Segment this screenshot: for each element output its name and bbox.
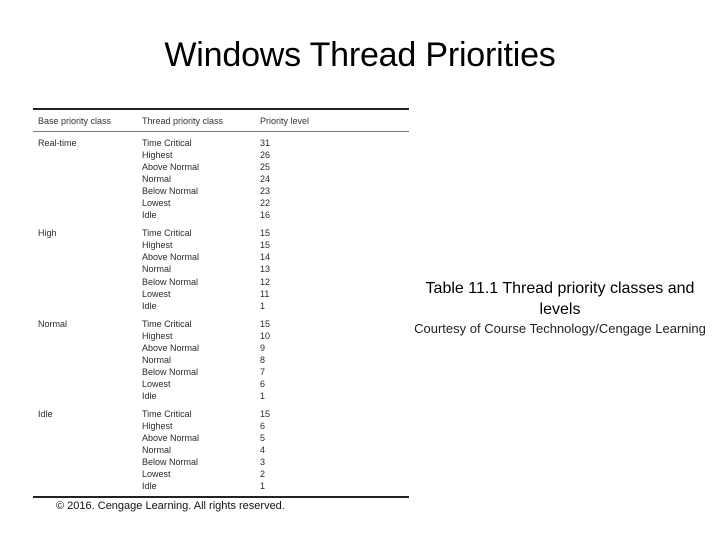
table-header-row (33, 110, 409, 131)
priority-level-cell: 24 (260, 174, 271, 185)
priority-level-cell: 6 (260, 421, 266, 432)
priority-level-cell: 12 (260, 276, 271, 287)
table-row (33, 468, 409, 480)
priority-level-cell: 4 (260, 445, 266, 456)
thread-priority-class-cell: Highest (142, 421, 173, 432)
header-base-priority-class: Base priority class (38, 115, 112, 126)
table-row (33, 227, 409, 239)
thread-priority-class-cell: Idle (142, 390, 157, 401)
base-priority-class-cell (33, 263, 142, 275)
thread-priority-class-cell: Below Normal (142, 457, 199, 468)
priority-level-cell: 1 (260, 300, 266, 311)
thread-priority-class-cell: Time Critical (142, 318, 192, 329)
priority-level-cell: 15 (260, 240, 271, 251)
priority-level-cell: 26 (260, 150, 271, 161)
base-priority-class-cell (33, 149, 142, 161)
priority-level-cell: 15 (260, 408, 271, 419)
priority-level-cell: 13 (260, 264, 271, 275)
table-row (33, 444, 409, 456)
table-row (33, 197, 409, 209)
table-row (33, 300, 409, 312)
table-row (33, 161, 409, 173)
base-priority-class-cell: High (38, 228, 57, 239)
thread-priority-class-cell: Highest (142, 240, 173, 251)
table-caption: Table 11.1 Thread priority classes and levels (425, 280, 695, 318)
table-row (33, 251, 409, 263)
base-priority-class-cell: Normal (38, 318, 68, 329)
header-thread-priority-class: Thread priority class (142, 115, 224, 126)
base-priority-class-cell (33, 276, 142, 288)
thread-priority-class-cell: Normal (142, 174, 172, 185)
base-priority-class-cell (33, 239, 142, 251)
priority-level-cell: 15 (260, 228, 271, 239)
base-priority-class-cell (33, 378, 142, 390)
table-row (33, 276, 409, 288)
base-priority-class-cell (33, 342, 142, 354)
slide-title: Windows Thread Priorities (164, 36, 556, 74)
base-priority-class-cell (33, 288, 142, 300)
thread-priority-class-cell: Lowest (142, 469, 171, 480)
thread-priority-class-cell: Normal (142, 264, 172, 275)
table-row (33, 456, 409, 468)
base-priority-class-cell (33, 173, 142, 185)
thread-priority-class-cell: Lowest (142, 198, 171, 209)
priority-level-cell: 10 (260, 330, 271, 341)
priority-level-cell: 15 (260, 318, 271, 329)
table-row (33, 366, 409, 378)
thread-priority-class-cell: Above Normal (142, 433, 200, 444)
table-row (33, 420, 409, 432)
header-priority-level: Priority level (260, 115, 310, 126)
base-priority-class-cell (33, 420, 142, 432)
table-row (33, 137, 409, 149)
thread-priority-class-cell: Normal (142, 445, 172, 456)
thread-priority-class-cell: Lowest (142, 288, 171, 299)
thread-priority-class-cell: Below Normal (142, 186, 199, 197)
table-row (33, 209, 409, 221)
courtesy-note: Courtesy of Course Technology/Cengage Learning (414, 321, 706, 336)
priority-level-cell: 16 (260, 210, 271, 221)
thread-priority-class-cell: Highest (142, 330, 173, 341)
priority-table (33, 108, 409, 498)
priority-level-cell: 5 (260, 433, 266, 444)
priority-level-cell: 11 (260, 288, 270, 299)
table-row (33, 354, 409, 366)
table-row (33, 149, 409, 161)
priority-level-cell: 7 (260, 366, 266, 377)
thread-priority-class-cell: Idle (142, 481, 157, 492)
priority-level-cell: 22 (260, 198, 271, 209)
thread-priority-class-cell: Idle (142, 300, 157, 311)
table-row (33, 480, 409, 492)
base-priority-class-cell (33, 197, 142, 209)
table-row (33, 318, 409, 330)
thread-priority-class-cell: Above Normal (142, 162, 200, 173)
priority-level-cell: 25 (260, 162, 271, 173)
table-row (33, 390, 409, 402)
table-row (33, 432, 409, 444)
base-priority-class-cell (33, 468, 142, 480)
thread-priority-class-cell: Above Normal (142, 252, 200, 263)
base-priority-class-cell (33, 251, 142, 263)
base-priority-class-cell (33, 185, 142, 197)
table-bottom-rule (33, 496, 409, 498)
thread-priority-class-cell: Below Normal (142, 276, 199, 287)
priority-level-cell: 31 (260, 138, 271, 148)
priority-level-cell: 9 (260, 342, 266, 353)
table-row (33, 288, 409, 300)
base-priority-class-cell (33, 366, 142, 378)
base-priority-class-cell (33, 456, 142, 468)
thread-priority-class-cell: Lowest (142, 378, 171, 389)
base-priority-class-cell (33, 480, 142, 492)
thread-priority-class-cell: Time Critical (142, 408, 192, 419)
thread-priority-class-cell: Time Critical (142, 228, 192, 239)
base-priority-class-cell: Real-time (38, 138, 77, 148)
base-priority-class-cell (33, 300, 142, 312)
thread-priority-class-cell: Normal (142, 354, 172, 365)
base-priority-class-cell (33, 432, 142, 444)
copyright-notice: © 2016. Cengage Learning. All rights reserved. (56, 500, 285, 512)
base-priority-class-cell (33, 330, 142, 342)
priority-level-cell: 6 (260, 378, 266, 389)
thread-priority-class-cell: Above Normal (142, 342, 200, 353)
table-row (33, 408, 409, 420)
priority-level-cell: 2 (260, 469, 266, 480)
priority-level-cell: 8 (260, 354, 266, 365)
table-row (33, 239, 409, 251)
priority-level-cell: 1 (260, 481, 266, 492)
priority-level-cell: 14 (260, 252, 271, 263)
base-priority-class-cell (33, 161, 142, 173)
thread-priority-class-cell: Highest (142, 150, 173, 161)
priority-level-cell: 3 (260, 457, 266, 468)
table-row (33, 330, 409, 342)
thread-priority-class-cell: Below Normal (142, 366, 199, 377)
table-row (33, 173, 409, 185)
base-priority-class-cell: Idle (38, 408, 53, 419)
priority-level-cell: 23 (260, 186, 271, 197)
table-row (33, 342, 409, 354)
table-row (33, 185, 409, 197)
base-priority-class-cell (33, 390, 142, 402)
thread-priority-class-cell: Time Critical (142, 138, 192, 148)
table-row (33, 378, 409, 390)
priority-level-cell: 1 (260, 390, 266, 401)
base-priority-class-cell (33, 354, 142, 366)
table-row (33, 263, 409, 275)
base-priority-class-cell (33, 209, 142, 221)
base-priority-class-cell (33, 444, 142, 456)
table-body (33, 132, 409, 496)
thread-priority-class-cell: Idle (142, 210, 157, 221)
